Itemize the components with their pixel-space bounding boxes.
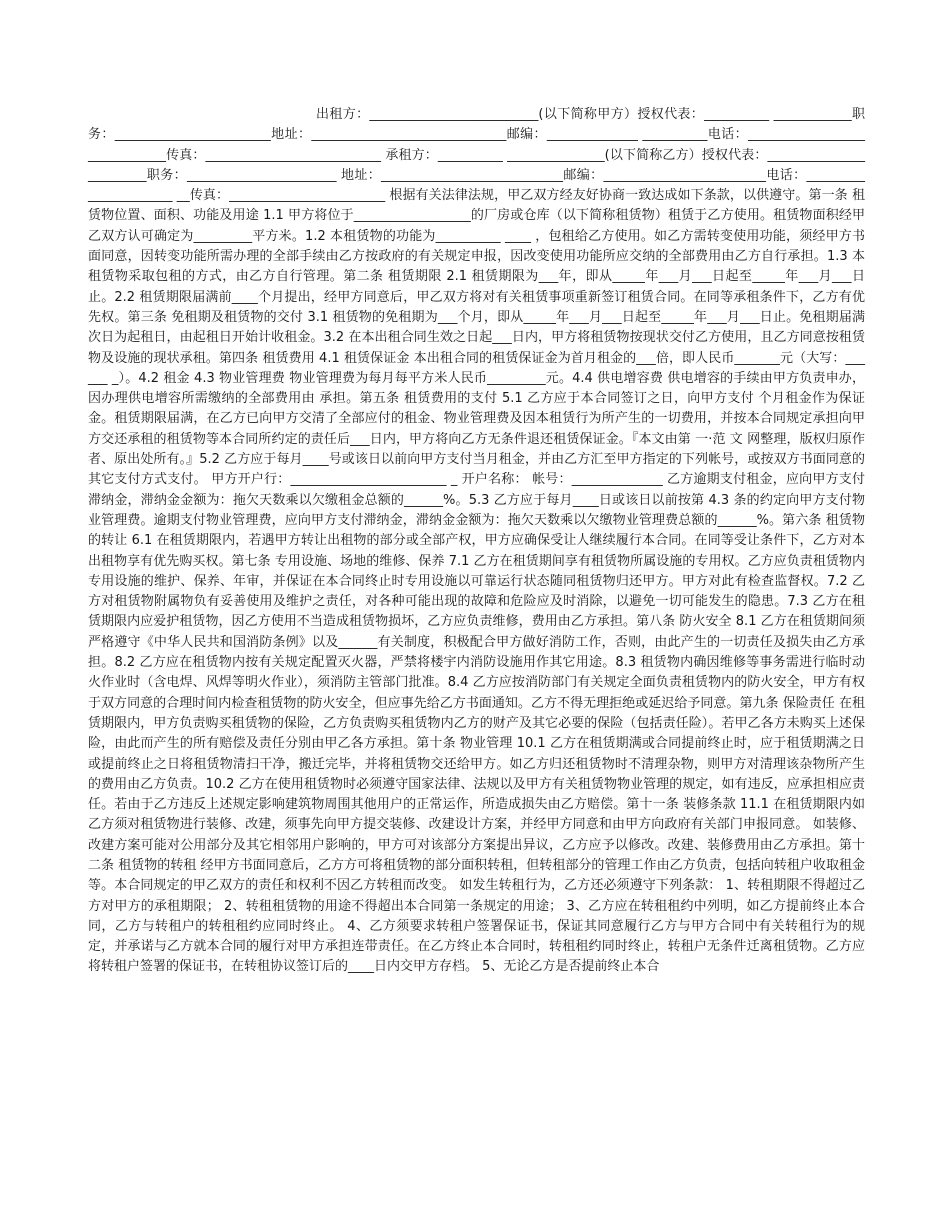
contract-body-text: 出租方：__________________________(以下简称甲方）授权代表：__________ ____________职务：________________________地址：______________________________邮编：______________ __________电话：______________________________传真：___________________________ 承租方：__________ _______________(以下简称乙方）授权代表：________________________职务：_______________________ 地址：____________________________邮编：_________________________电话：______________________ __传真：________________________ 根据有关法律法规，甲乙双方经友好协商一致达成如下条款，以供遵守。第一条 租赁物位置、面积、功能及用途 1.1 甲方将位于__________________的厂房或仓库（以下简称租赁物）租赁于乙方使用。租赁物面积经甲乙双方认可确定为_________平方米。1.2 本租赁物的功能为__________ ____ ，包租给乙方使用。如乙方需转变使用功能，须经甲方书面同意，因转变功能所需办理的全部手续由乙方按政府的有关规定申报，因改变使用功能所应交纳的全部费用由乙方自行承担。1.3 本租赁物采取包租的方式，由乙方自行管理。第二条 租赁期限 2.1 租赁期限为___年，即从_____年___月___日起至_____年___月___日止。2.2 租赁期限届满前____个月提出，经甲方同意后，甲乙双方将对有关租赁事项重新签订租赁合同。在同等承租条件下，乙方有优先权。第三条 免租期及租赁物的交付 3.1 租赁物的免租期为___个月，即从_____年___月___日起至_____年___月___日止。免租期届满次日为起租日，由起租日开始计收租金。3.2 在本出租合同生效之日起___日内，甲方将租赁物按现状交付乙方使用，且乙方同意按租赁物及设施的现状承租。第四条 租赁费用 4.1 租赁保证金 本出租合同的租赁保证金为首月租金的___倍，即人民币_______元（大写：______ _）。4.2 租金 4.3 物业管理费 物业管理费为每月每平方米人民币_________元。4.4 供电增容费 供电增容的手续由甲方负责申办，因办理供电增容所需缴纳的全部费用由 承担。第五条 租赁费用的支付 5.1 乙方应于本合同签订之日，向甲方支付 个月租金作为保证金。租赁期限届满，在乙方已向甲方交清了全部应付的租金、物业管理费及因本租赁行为所产生的一切费用，并按本合同规定承担向甲方交还承租的租赁物等本合同所约定的责任后___日内，甲方将向乙方无条件退还租赁保证金。『本文由第 一·范 文 网整理，版权归原作者、原出处所有。』5.2 乙方应于每月____号或该日以前向甲方支付当月租金，并由乙方汇至甲方指定的下列帐号，或按双方书面同意的其它支付方式支付。 甲方开户行：________________________ _ 开户名称： 帐号：______________ 乙方逾期支付租金，应向甲方支付滞纳金，滞纳金金额为：拖欠天数乘以欠缴租金总额的______%。5.3 乙方应于每月____日或该日以前按第 4.3 条的约定向甲方支付物业管理费。逾期支付物业管理费，应向甲方支付滞纳金，滞纳金金额为：拖欠天数乘以欠缴物业管理费总额的______%。第六条 租赁物的转让 6.1 在租赁期限内，若遇甲方转让出租物的部分或全部产权，甲方应确保受让人继续履行本合同。在同等受让条件下，乙方对本出租物享有优先购买权。第七条 专用设施、场地的维修、保养 7.1 乙方在租赁期间享有租赁物所属设施的专用权。乙方应负责租赁物内专用设施的维护、保养、年审，并保证在本合同终止时专用设施以可靠运行状态随同租赁物归还甲方。甲方对此有检查监督权。7.2 乙方对租赁物附属物负有妥善使用及维护之责任，对各种可能出现的故障和危险应及时消除，以避免一切可能发生的隐患。7.3 乙方在租赁期限内应爱护租赁物，因乙方使用不当造成租赁物损坏，乙方应负责维修，费用由乙方承担。第八条 防火安全 8.1 乙方在租赁期间须严格遵守《中华人民共和国消防条例》以及______有关制度，积极配合甲方做好消防工作，否则，由此产生的一切责任及损失由乙方承担。8.2 乙方应在租赁物内按有关规定配置灭火器，严禁将楼宇内消防设施用作其它用途。8.3 租赁物内确因维修等事务需进行临时动火作业时（含电焊、风焊等明火作业），须消防主管部门批准。8.4 乙方应按消防部门有关规定全面负责租赁物内的防火安全，甲方有权于双方同意的合理时间内检查租赁物的防火安全，但应事先给乙方书面通知。乙方不得无理拒绝或延迟给予同意。第九条 保险责任 在租赁期限内，甲方负责购买租赁物的保险，乙方负责购买租赁物内乙方的财产及其它必要的保险（包括责任险）。若甲乙各方未购买上述保险，由此而产生的所有赔偿及责任分别由甲乙各方承担。第十条 物业管理 10.1 乙方在租赁期满或合同提前终止时，应于租赁期满之日或提前终止之日将租赁物清扫干净，搬迁完毕，并将租赁物交还给甲方。如乙方归还租赁物时不清理杂物，则甲方对清理该杂物所产生的费用由乙方负责。10.2 乙方在使用租赁物时必须遵守国家法律、法规以及甲方有关租赁物物业管理的规定，如有违反，应承担相应责任。若由于乙方违反上述规定影响建筑物周围其他用户的正常运作，所造成损失由乙方赔偿。第十一条 装修条款 11.1 在租赁期限内如乙方须对租赁物进行装修、改建，须事先向甲方提交装修、改建设计方案，并经甲方同意和由甲方向政府有关部门申报同意。 如装修、改建方案可能对公用部分及其它相邻用户影响的，甲方可对该部分方案提出异议，乙方应予以修改。改建、装修费用由乙方承担。第十二条 租赁物的转租 经甲方书面同意后，乙方方可将租赁物的部分面积转租，但转租部分的管理工作由乙方负责，包括向转租户收取租金等。本合同规定的甲乙双方的责任和权利不因乙方转租而改变。 如发生转租行为，乙方还必须遵守下列条款： 1、转租期限不得超过乙方对甲方的承租期限； 2、转租租赁物的用途不得超出本合同第一条规定的用途； 3、乙方应在转租租约中列明，如乙方提前终止本合同，乙方与转租户的转租租约应同时终止。 4、乙方须要求转租户签署保证书，保证其同意履行乙方与甲方合同中有关转租行为的规定，并承诺与乙方就本合同的履行对甲方承担连带责任。在乙方终止本合同时，转租租约同时终止，转租户无条件迁离租赁物。乙方应将转租户签署的保证书，在转租协议签订后的____日内交甲方存档。 5、无论乙方是否提前终止本合 <box>88 107 865 975</box>
contract-page <box>88 105 865 978</box>
